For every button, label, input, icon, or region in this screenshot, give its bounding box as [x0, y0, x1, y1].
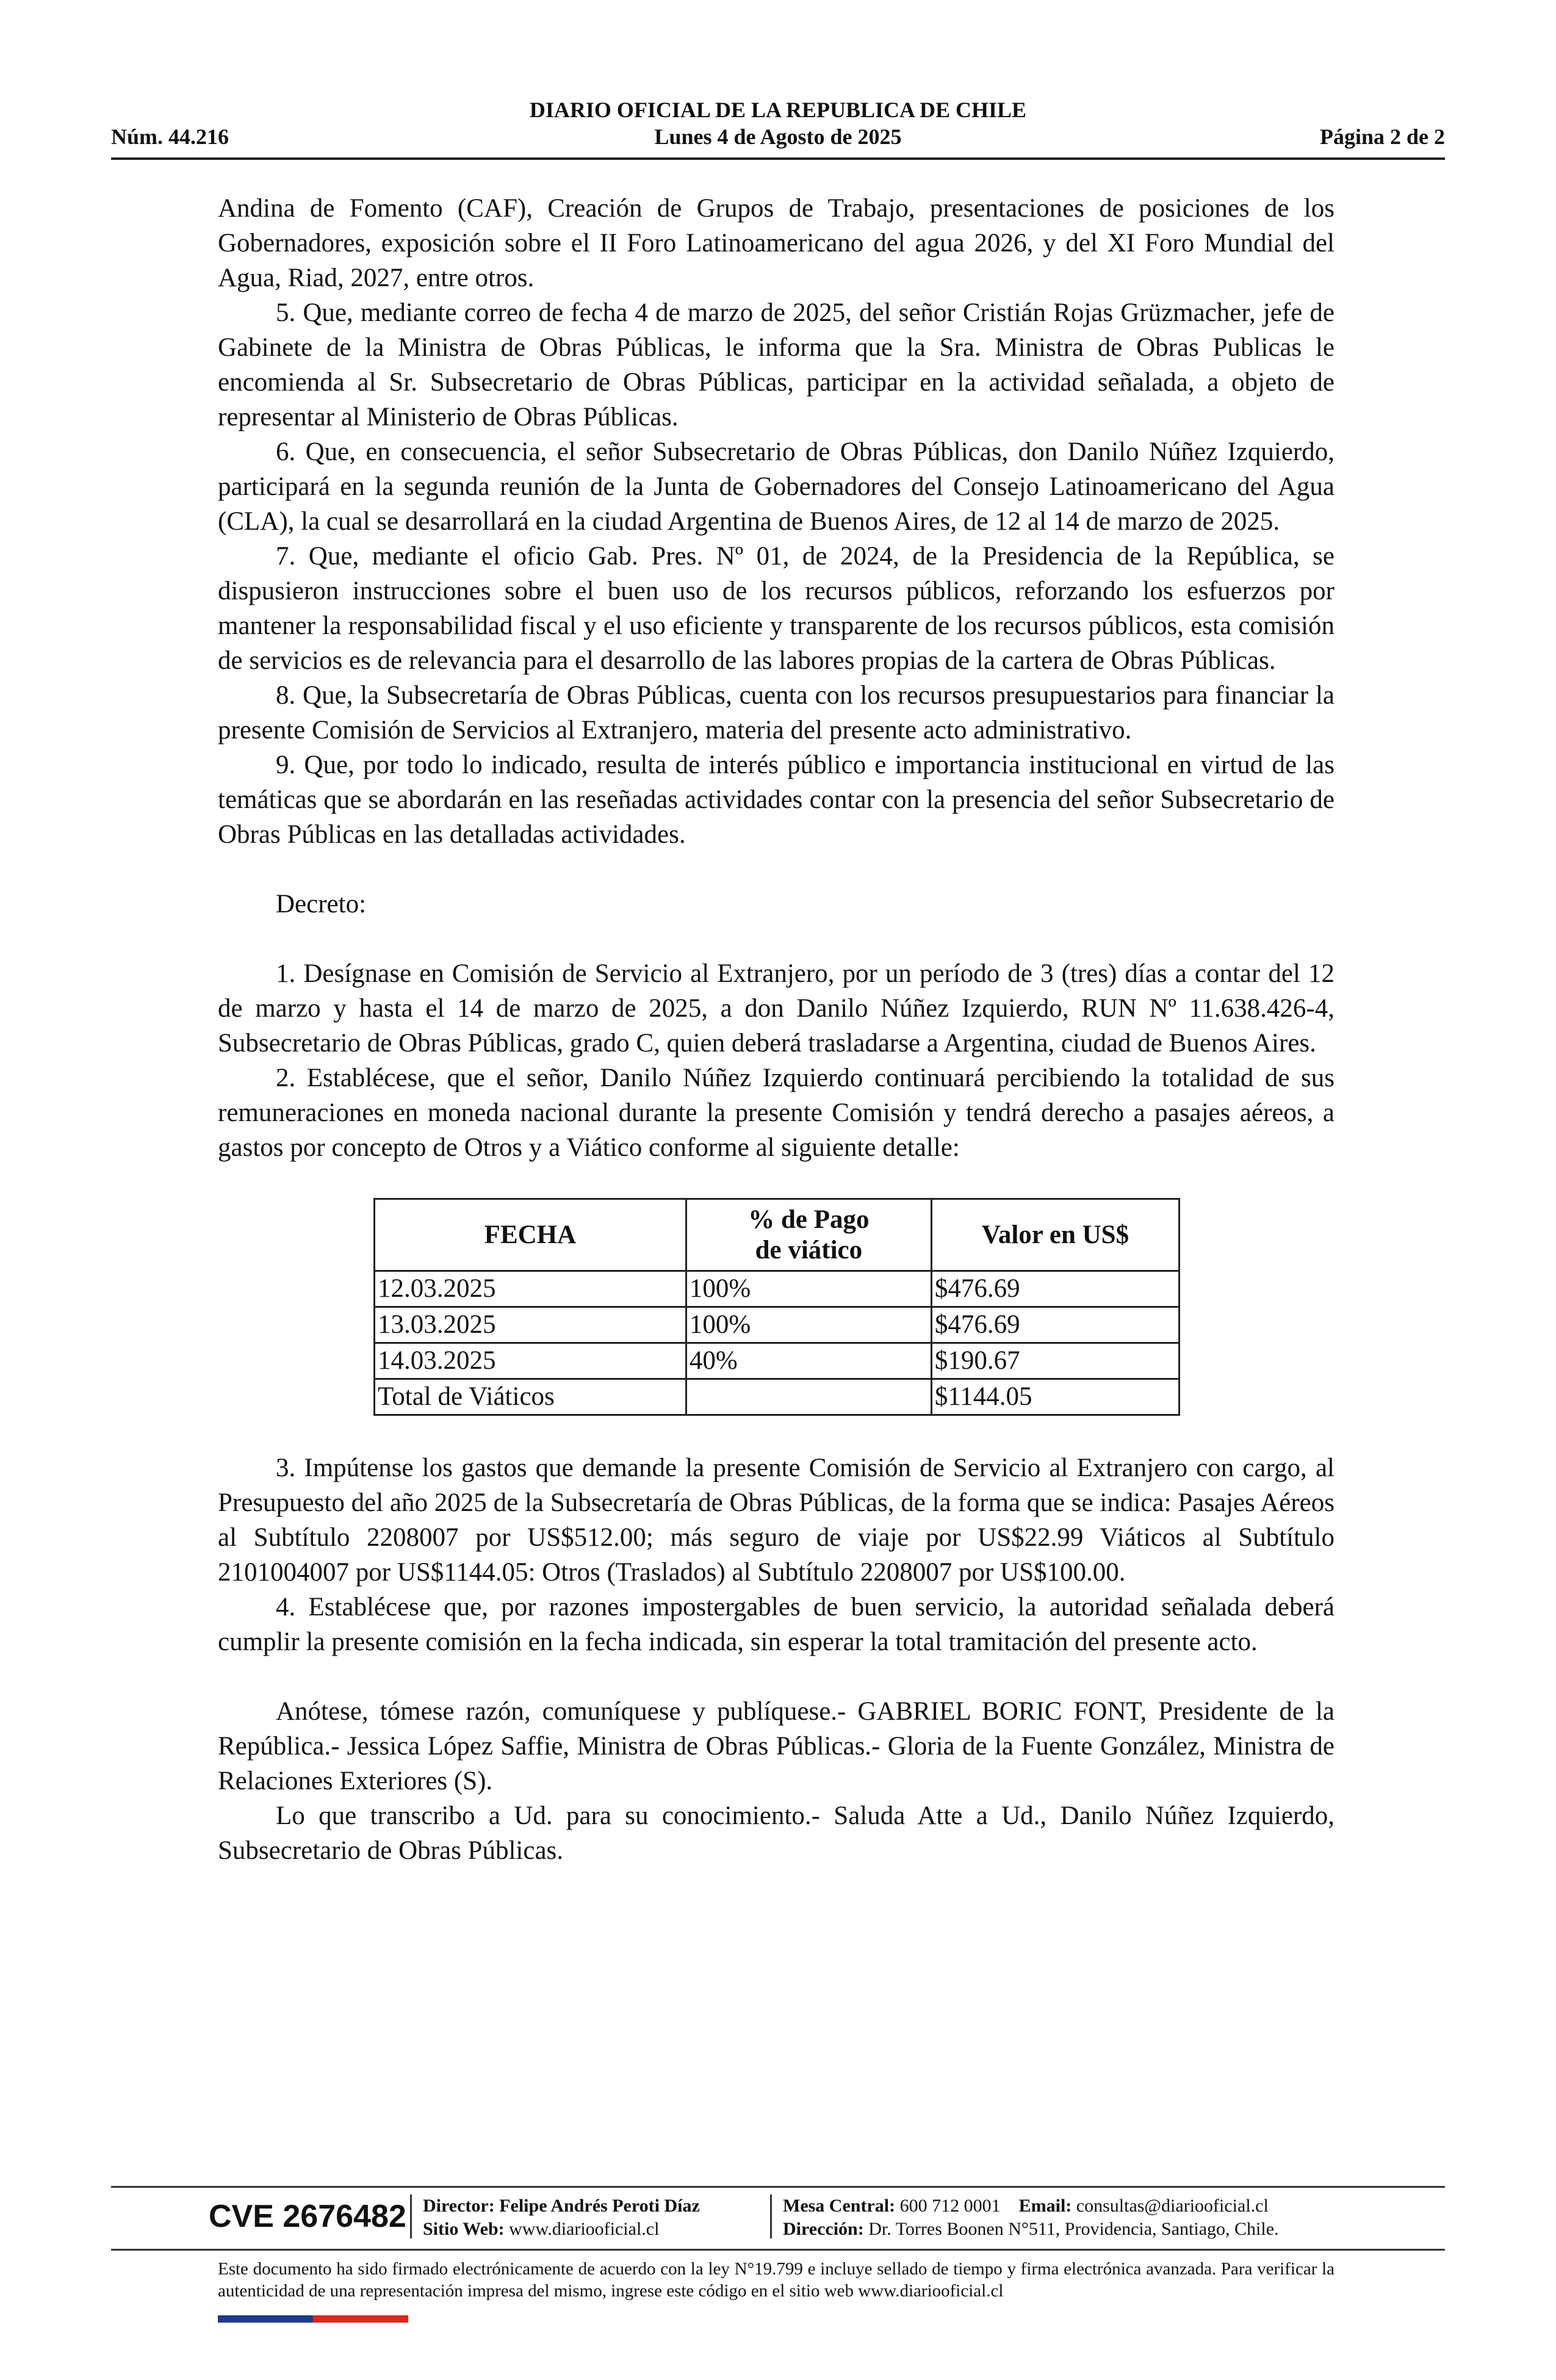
- cve-code: CVE 2676482: [209, 2199, 406, 2234]
- column-header-pago-line1: % de Pago: [748, 1205, 870, 1234]
- cell-pago: 100%: [686, 1271, 931, 1307]
- publication-title: DIARIO OFICIAL DE LA REPUBLICA DE CHILE: [529, 98, 1027, 122]
- cell-total-label: Total de Viáticos: [375, 1379, 686, 1415]
- viatico-table: [373, 1198, 1180, 1416]
- contact-info: [770, 2194, 1279, 2238]
- page-footer: [111, 2191, 1445, 2240]
- transcription-note: Lo que transcribo a Ud. para su conocimiento.- Saluda Atte a Ud., Danilo Núñez Izquierdo, Subsecretario de Obras Públicas.: [218, 1801, 1334, 1865]
- column-header-pago: [686, 1199, 931, 1271]
- cell-fecha: 14.03.2025: [375, 1343, 686, 1379]
- column-header-valor: Valor en US$: [931, 1199, 1179, 1271]
- decreto-article-4: 4. Establécese que, por razones impostergables de buen servicio, la autoridad señalada deberá cumplir la presente comisión en la fecha indicada, sin esperar la total tramitación del presente acto.: [218, 1593, 1334, 1656]
- considerando-9: 9. Que, por todo lo indicado, resulta de interés público e importancia institucional en virtud de las temáticas que se abordarán en las reseñadas actividades contar con la presencia del señor Subsecretario de Obras Públicas en las detalladas actividades.: [218, 751, 1334, 849]
- flag-bar: [218, 2315, 408, 2323]
- director-info: [410, 2194, 700, 2238]
- footer-legal-divider: [111, 2249, 1445, 2251]
- cell-pago: 100%: [686, 1307, 931, 1343]
- table-total-row: [375, 1379, 1180, 1415]
- cell-pago: 40%: [686, 1343, 931, 1379]
- page-indicator: Página 2 de 2: [1319, 124, 1445, 149]
- director-name: Felipe Andrés Peroti Díaz: [499, 2196, 700, 2216]
- table-row: [375, 1343, 1180, 1379]
- considerando-7: 7. Que, mediante el oficio Gab. Pres. Nº 01, de 2024, de la Presidencia de la República, se dispusieron instrucciones sobre el buen uso de los recursos públicos, reforzando los esfuerzos por mantener la responsabilidad fiscal y el uso eficiente y transparente de los recursos públicos, esta comisión de servicios es de relevancia para el desarrollo de las labores propias de la cartera de Obras Públicas.: [218, 542, 1334, 675]
- site-label: Sitio Web:: [423, 2219, 505, 2239]
- document-body: [218, 191, 1334, 1868]
- decreto-heading: Decreto:: [276, 890, 367, 918]
- table-row: [375, 1271, 1180, 1307]
- email-link[interactable]: consultas@diariooficial.cl: [1076, 2196, 1269, 2216]
- mesa-phone: 600 712 0001: [899, 2196, 1001, 2216]
- decreto-article-1: 1. Desígnase en Comisión de Servicio al Extranjero, por un período de 3 (tres) días a contar del 12 de marzo y hasta el 14 de marzo de 2025, a don Danilo Núñez Izquierdo, RUN Nº 11.638.426-4, Subsecretario de Obras Públicas, grado C, quien deberá trasladarse a Argentina, ciudad de Buenos Aires.: [218, 959, 1334, 1058]
- considerando-8: 8. Que, la Subsecretaría de Obras Públicas, cuenta con los recursos presupuestarios para financiar la presente Comisión de Servicios al Extranjero, materia del presente acto administrativo.: [218, 681, 1334, 745]
- closing-formula: Anótese, tómese razón, comuníquese y publíquese.- GABRIEL BORIC FONT, Presidente de la República.- Jessica López Saffie, Ministra de Obras Públicas.- Gloria de la Fuente González, Ministra de Relaciones Exteriores (S).: [218, 1697, 1334, 1795]
- column-header-fecha: FECHA: [375, 1199, 686, 1271]
- cell-total-pago: [686, 1379, 931, 1415]
- address-text: Dr. Torres Boonen N°511, Providencia, Santiago, Chile.: [868, 2219, 1279, 2239]
- considerando-5: 5. Que, mediante correo de fecha 4 de marzo de 2025, del señor Cristián Rojas Grüzmacher, jefe de Gabinete de la Ministra de Obras Públicas, le informa que la Sra. Ministra de Obras Publicas le encomienda al Sr. Subsecretario de Obras Públicas, participar en la actividad señalada, a objeto de representar al Ministerio de Obras Públicas.: [218, 298, 1334, 431]
- page-header: [111, 96, 1445, 160]
- mesa-label: Mesa Central:: [783, 2196, 896, 2216]
- cell-valor: $190.67: [931, 1343, 1179, 1379]
- site-link[interactable]: www.diariooficial.cl: [509, 2219, 660, 2239]
- cell-valor: $476.69: [931, 1307, 1179, 1343]
- cell-valor: $476.69: [931, 1271, 1179, 1307]
- table-row: [375, 1307, 1180, 1343]
- flag-blue-segment: [218, 2315, 313, 2323]
- legal-notice: Este documento ha sido firmado electrónicamente de acuerdo con la ley N°19.799 e incluye sellado de tiempo y firma electrónica avanzada. Para verificar la autenticidad de una representación impresa del mismo, ingrese este código en el sitio web www.diariooficial.cl: [218, 2259, 1334, 2301]
- decreto-article-3: 3. Impútense los gastos que demande la presente Comisión de Servicio al Extranjero con cargo, al Presupuesto del año 2025 de la Subsecretaría de Obras Públicas, de la forma que se indica: Pasajes Aéreos al Subtítulo 2208007 por US$512.00; más seguro de viaje por US$22.99 Viáticos al Subtítulo 2101004007 por US$1144.05: Otros (Traslados) al Subtítulo 2208007 por US$100.00.: [218, 1454, 1334, 1587]
- paragraph-continuation: Andina de Fomento (CAF), Creación de Grupos de Trabajo, presentaciones de posiciones de los Gobernadores, exposición sobre el II Foro Latinoamericano del agua 2026, y del XI Foro Mundial del Agua, Riad, 2027, entre otros.: [218, 194, 1334, 292]
- director-label: Director:: [423, 2196, 495, 2216]
- cell-total-valor: $1144.05: [931, 1379, 1179, 1415]
- publication-date: Lunes 4 de Agosto de 2025: [654, 124, 902, 149]
- considerando-6: 6. Que, en consecuencia, el señor Subsecretario de Obras Públicas, don Danilo Núñez Izquierdo, participará en la segunda reunión de la Junta de Gobernadores del Consejo Latinoamericano del Agua (CLA), la cual se desarrollará en la ciudad Argentina de Buenos Aires, de 12 al 14 de marzo de 2025.: [218, 438, 1334, 536]
- column-header-pago-line2: de viático: [755, 1235, 863, 1264]
- table-header-row: [375, 1199, 1180, 1271]
- flag-red-segment: [313, 2315, 408, 2323]
- decreto-article-2: 2. Establécese, que el señor, Danilo Núñez Izquierdo continuará percibiendo la totalidad de sus remuneraciones en moneda nacional durante la presente Comisión y tendrá derecho a pasajes aéreos, a gastos por concepto de Otros y a Viático conforme al siguiente detalle:: [218, 1064, 1334, 1162]
- cell-fecha: 13.03.2025: [375, 1307, 686, 1343]
- email-label: Email:: [1018, 2196, 1072, 2216]
- footer-top-divider: [111, 2186, 1445, 2188]
- cell-fecha: 12.03.2025: [375, 1271, 686, 1307]
- address-label: Dirección:: [783, 2219, 864, 2239]
- issue-number: Núm. 44.216: [111, 124, 229, 149]
